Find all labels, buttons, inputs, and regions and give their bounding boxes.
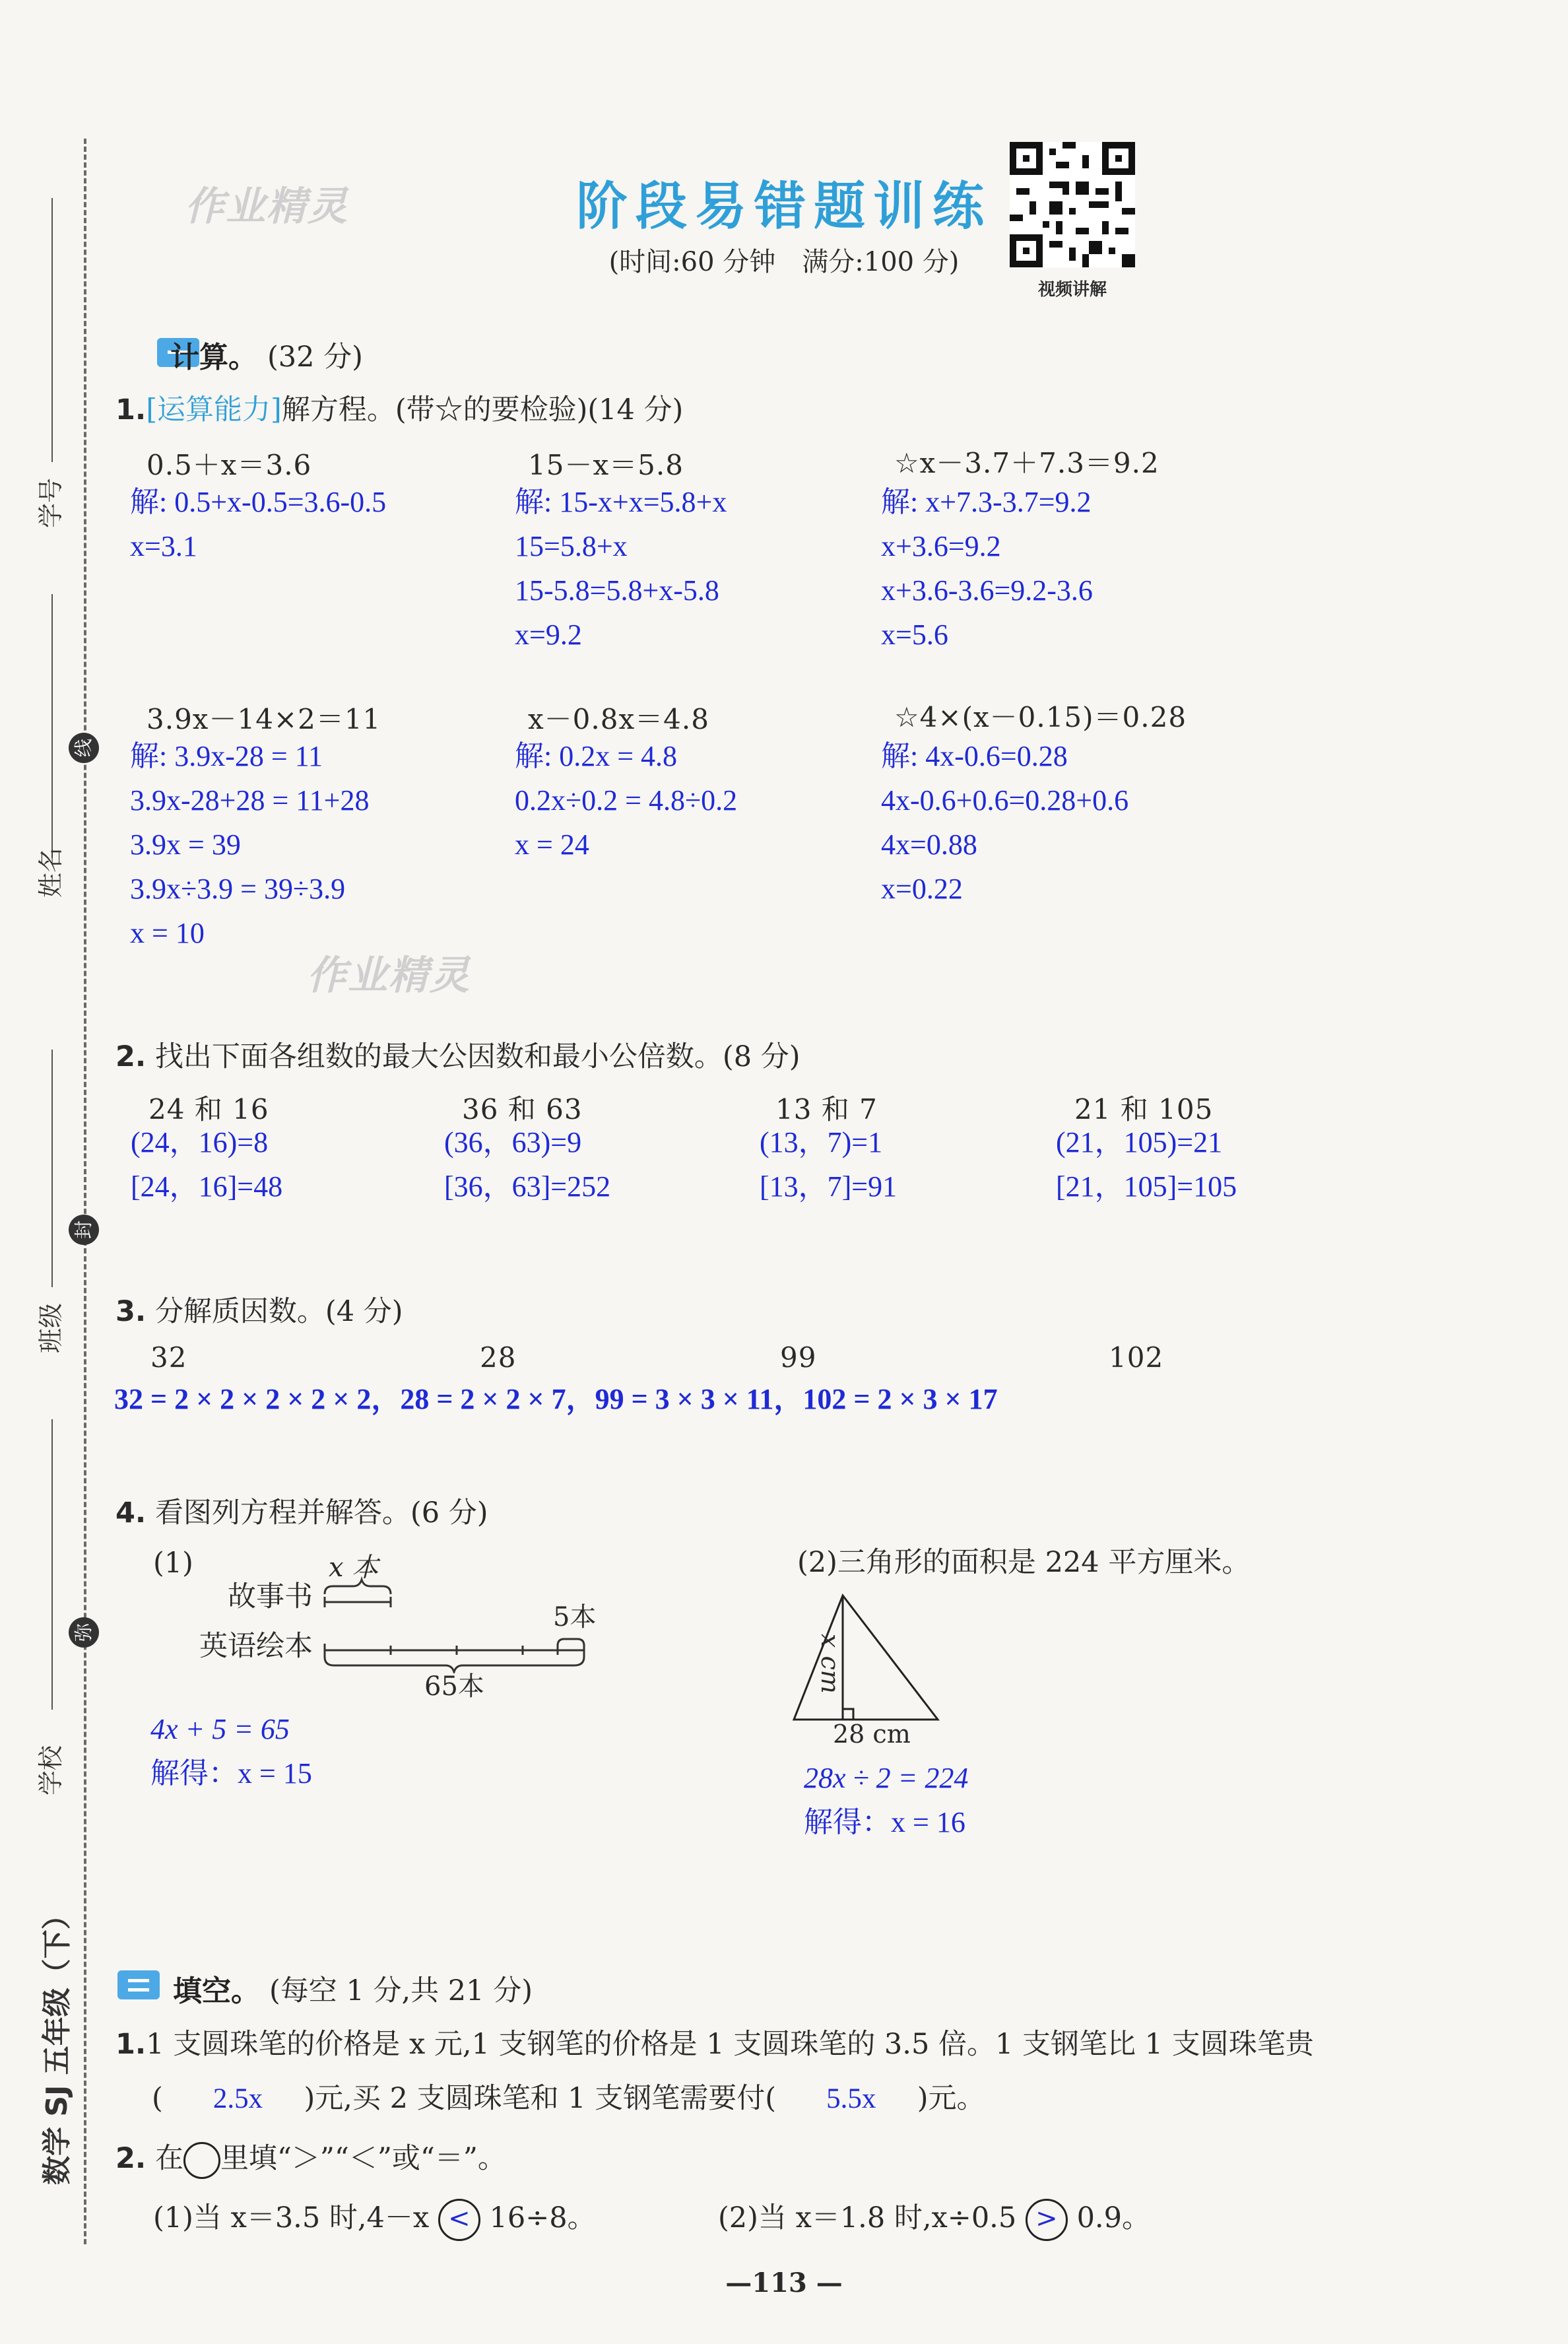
triangle-base-label: 28 cm [833,1720,911,1749]
answer-4-line-4: 3.9x÷3.9 = 39÷3.9 [130,873,346,905]
school-label: 学校 [36,1745,65,1795]
seal-char-line: 线 [69,733,99,763]
segment-diagram [317,1568,597,1673]
triangle-diagram [789,1588,947,1729]
answer-2-line-4: x=9.2 [515,619,582,651]
group-3-gcd: (13，7)=1 [760,1126,883,1158]
group-4-gcd: (21，105)=21 [1056,1126,1223,1158]
s2-q2-part1-rest: 16÷8。 [489,2201,596,2234]
group-2-label: 36 和 63 [462,1093,583,1125]
answer-5-line-2: 0.2x÷0.2 = 4.8÷0.2 [515,784,738,817]
factor-number-4: 102 [1109,1341,1164,1374]
equation-5: x－0.8x＝4.8 [528,703,709,735]
answer-4-line-1: 解: 3.9x-28 = 11 [130,740,323,772]
q1-number: 1. [115,393,147,426]
section2-badge [117,1970,160,1999]
answer-4-line-3: 3.9x = 39 [130,828,241,861]
q2-number: 2. [115,1040,147,1073]
watermark: 作业精灵 [185,184,348,230]
qr-code-icon [1010,142,1135,267]
group-1-lcm: [24，16]=48 [131,1170,283,1203]
compare-circle-1[interactable]: < [438,2199,480,2241]
section2-score: (每空 1 分,共 21 分) [269,1974,533,2007]
seal-char-seal: 封 [69,1215,99,1245]
q3-number: 3. [115,1295,147,1328]
class-label: 班级 [36,1302,65,1353]
qr-code[interactable] [1010,142,1135,267]
group-2-lcm: [36，63]=252 [444,1170,611,1203]
answer-6-line-2: 4x-0.6+0.6=0.28+0.6 [881,784,1129,817]
answer-6-line-4: x=0.22 [881,873,963,905]
blank-total-cost[interactable]: 5.5x [826,2083,876,2114]
s2-q1-number: 1. [115,2028,147,2061]
school-line [51,1419,53,1710]
page-subtitle: (时间:60 分钟 满分:100 分) [608,247,960,277]
q4-part1-solution: 解得：x = 15 [150,1757,312,1790]
s2-q2-part2-rest: 0.9。 [1076,2201,1150,2234]
s2-q2-part1 [153,2195,596,2241]
watermark-2: 作业精灵 [307,953,471,999]
q1-tag: [运算能力] [146,393,282,426]
english-book-label: 英语绘本 [199,1630,313,1663]
s2-q1-text3: )元。 [917,2082,985,2115]
s2-q2-text-a: 在 [154,2142,183,2175]
q4-part1-label: (1) [153,1547,193,1580]
q1-text: 解方程。(带☆的要检验)(14 分) [281,393,684,426]
section1-title: 计算。 [170,341,257,374]
q4-part1-equation: 4x + 5 = 65 [150,1713,290,1745]
answer-4-line-2: 3.9x-28+28 = 11+28 [130,784,370,817]
answer-5-line-1: 解: 0.2x = 4.8 [515,740,678,772]
page-number: —113 — [725,2267,843,2298]
equation-3: ☆x－3.7＋7.3＝9.2 [894,447,1160,479]
equation-2: 15－x＝5.8 [528,449,684,481]
s2-q2-text-b: 里填“＞”“＜”或“＝”。 [220,2142,506,2175]
book-label: 数学 SJ 五年级（下） [40,1900,74,2185]
q4-number: 4. [115,1496,147,1529]
q2-text: 找出下面各组数的最大公因数和最小公倍数。(8 分) [154,1040,800,1073]
segment-x-label: x 本 [329,1553,379,1583]
group-1-gcd: (24，16)=8 [131,1126,269,1158]
factor-number-3: 99 [780,1341,817,1374]
s2-q2-part2-text: (2)当 x＝1.8 时,x÷0.5 [718,2201,1017,2234]
cut-line [84,139,86,2244]
answer-2-line-1: 解: 15-x+x=5.8+x [515,486,727,518]
paren-open: ( [152,2082,163,2115]
q1-header [115,387,683,428]
answer-4-line-5: x = 10 [130,917,205,949]
answer-1-line-1: 解: 0.5+x-0.5=3.6-0.5 [130,486,387,518]
extra-books-label: 5本 [553,1602,597,1632]
factor-answer: 32 = 2 × 2 × 2 × 2 × 2，28 = 2 × 2 × 7，99 = 3 × 3 × 11，102 = 2 × 3 × 17 [114,1383,998,1415]
factor-number-1: 32 [150,1341,187,1374]
page-title: 阶段易错题训练 [575,177,992,236]
answer-2-line-3: 15-5.8=5.8+x-5.8 [515,574,719,607]
q4-part2-equation: 28x ÷ 2 = 224 [804,1762,969,1794]
q3-text: 分解质因数。(4 分) [154,1295,403,1328]
equation-4: 3.9x－14×2＝11 [147,703,381,735]
answer-6-line-3: 4x=0.88 [881,828,977,861]
answer-3-line-3: x+3.6-3.6=9.2-3.6 [881,574,1093,607]
group-1-label: 24 和 16 [148,1093,269,1125]
section2-title: 填空。 [173,1974,260,2008]
seal-char-close: 弥 [69,1617,99,1648]
equation-1: 0.5＋x＝3.6 [147,449,312,481]
equation-6: ☆4×(x－0.15)＝0.28 [894,701,1187,733]
s2-q2-number: 2. [115,2142,147,2175]
s2-q1-text1: 1 支圆珠笔的价格是 x 元,1 支钢笔的价格是 1 支圆珠笔的 3.5 倍。1 支钢笔比 1 支圆珠笔贵 [146,2028,1314,2061]
answer-3-line-1: 解: x+7.3-3.7=9.2 [881,486,1092,518]
q4-header [115,1490,488,1531]
group-3-lcm: [13，7]=91 [760,1170,898,1203]
name-label: 姓名 [36,847,65,898]
triangle-height-label: x cm [816,1634,845,1694]
answer-3-line-2: x+3.6=9.2 [881,530,1001,562]
factor-number-2: 28 [480,1341,517,1374]
answer-2-line-2: 15=5.8+x [515,530,628,562]
answer-6-line-1: 解: 4x-0.6=0.28 [881,740,1068,772]
answer-1-line-2: x=3.1 [130,530,197,562]
compare-circle-2[interactable]: > [1026,2199,1068,2241]
binding-margin [0,0,99,2344]
s2-q2-part2 [718,2195,1150,2241]
s2-q1-line2 [152,2076,985,2116]
total-books-label: 65本 [424,1671,484,1702]
class-line [51,1050,53,1287]
student-id-label: 学号 [36,477,65,528]
blank-circle-icon [183,2142,220,2179]
name-line [51,594,53,858]
s2-q1-line1 [115,2022,1314,2062]
q2-header [115,1034,800,1075]
s2-q1-text2: )元,买 2 支圆珠笔和 1 支钢笔需要付( [304,2082,777,2115]
group-4-label: 21 和 105 [1074,1093,1214,1125]
s2-q2-part1-text: (1)当 x＝3.5 时,4－x [153,2201,430,2234]
q4-text: 看图列方程并解答。(6 分) [154,1496,488,1529]
story-book-label: 故事书 [228,1580,313,1613]
q4-part2-solution: 解得：x = 16 [804,1806,965,1838]
answer-5-line-3: x = 24 [515,828,589,861]
q3-header [115,1289,403,1329]
group-2-gcd: (36，63)=9 [444,1126,582,1158]
group-3-label: 13 和 7 [775,1093,878,1125]
q4-part2-label: (2)三角形的面积是 224 平方厘米。 [797,1546,1251,1579]
s2-q2-header [115,2136,506,2179]
blank-price-difference[interactable]: 2.5x [212,2083,263,2114]
qr-caption: 视频讲解 [1037,280,1107,300]
group-4-lcm: [21，105]=105 [1056,1170,1237,1203]
section1-score: (32 分) [267,341,363,374]
answer-3-line-4: x=5.6 [881,619,948,651]
